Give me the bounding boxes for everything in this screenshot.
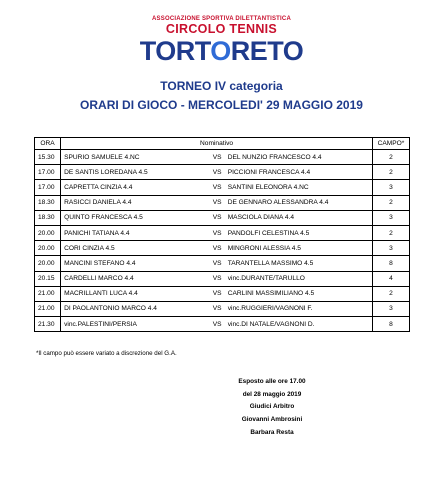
player-b: MINGRONI ALESSIA 4.5 [225, 241, 373, 256]
table-row [35, 180, 410, 195]
court-number: 8 [373, 256, 410, 271]
association-name: ASSOCIAZIONE SPORTIVA DILETTANTISTICA [152, 16, 291, 22]
court-number: 3 [373, 241, 410, 256]
logo-text-right: RETO [230, 36, 304, 66]
player-a: DE SANTIS LOREDANA 4.5 [61, 165, 210, 180]
table-row [35, 165, 410, 180]
table-row [35, 225, 410, 240]
table-row [35, 195, 410, 210]
versus-label: VS [209, 165, 224, 180]
court-number: 2 [373, 225, 410, 240]
table-row [35, 150, 410, 165]
club-name: CIRCOLO TENNIS [165, 22, 278, 36]
header-ora: ORA [35, 138, 61, 150]
player-b: vinc.DURANTE/TARULLO [225, 271, 373, 286]
versus-label: VS [209, 150, 224, 165]
header-campo: CAMPO* [373, 138, 410, 150]
table-row [35, 286, 410, 301]
posted-time: Esposto alle ore 17.00 [238, 378, 306, 385]
table-row [35, 256, 410, 271]
player-b: vinc.DI NATALE/VAGNONI D. [225, 317, 373, 332]
versus-label: VS [209, 317, 224, 332]
table-header-row [35, 138, 410, 150]
match-time: 20.00 [35, 256, 61, 271]
player-a: MANCINI STEFANO 4.4 [61, 256, 210, 271]
versus-label: VS [209, 271, 224, 286]
court-number: 2 [373, 195, 410, 210]
player-a: RASICCI DANIELA 4.4 [61, 195, 210, 210]
court-number: 4 [373, 271, 410, 286]
player-b: SANTINI ELEONORA 4.NC [225, 180, 373, 195]
player-b: DE GENNARO ALESSANDRA 4.4 [225, 195, 373, 210]
player-a: CAPRETTA CINZIA 4.4 [61, 180, 210, 195]
player-a: CARDELLI MARCO 4.4 [61, 271, 210, 286]
table-row [35, 301, 410, 316]
tennis-ball-icon: O [210, 36, 231, 66]
match-time: 17.00 [35, 165, 61, 180]
match-time: 17.00 [35, 180, 61, 195]
schedule-title: ORARI DI GIOCO - MERCOLEDI' 29 MAGGIO 2019 [80, 98, 363, 112]
table-row [35, 210, 410, 225]
player-a: SPURIO SAMUELE 4.NC [61, 150, 210, 165]
player-a: DI PAOLANTONIO MARCO 4.4 [61, 301, 210, 316]
tortoreto-logo [0, 36, 443, 66]
versus-label: VS [209, 301, 224, 316]
player-b: PICCIONI FRANCESCA 4.4 [225, 165, 373, 180]
header-nominativo: Nominativo [61, 138, 373, 150]
player-a: PANICHI TATIANA 4.4 [61, 225, 210, 240]
court-number: 8 [373, 317, 410, 332]
table-row [35, 241, 410, 256]
versus-label: VS [209, 225, 224, 240]
referee-name-1: Giovanni Ambrosini [241, 416, 303, 424]
referee-title: Giudici Arbitro [249, 403, 295, 411]
court-number: 3 [373, 180, 410, 195]
match-time: 21.00 [35, 286, 61, 301]
player-b: PANDOLFI CELESTINA 4.5 [225, 225, 373, 240]
court-number: 3 [373, 210, 410, 225]
match-time: 20.00 [35, 241, 61, 256]
match-time: 15.30 [35, 150, 61, 165]
table-row [35, 317, 410, 332]
versus-label: VS [209, 210, 224, 225]
versus-label: VS [209, 195, 224, 210]
match-time: 21.30 [35, 317, 61, 332]
match-time: 20.15 [35, 271, 61, 286]
player-b: TARANTELLA MASSIMO 4.5 [225, 256, 373, 271]
versus-label: VS [209, 286, 224, 301]
player-a: CORI CINZIA 4.5 [61, 241, 210, 256]
player-a: QUINTO FRANCESCA 4.5 [61, 210, 210, 225]
schedule-table [34, 137, 410, 332]
match-time: 21.00 [35, 301, 61, 316]
player-b: MASCIOLA DIANA 4.4 [225, 210, 373, 225]
court-number: 2 [373, 150, 410, 165]
footer-notice [230, 376, 314, 440]
logo-text-left: TORT [139, 36, 211, 66]
tournament-title: TORNEO IV categoria [160, 79, 283, 93]
player-a: MACRILLANTI LUCA 4.4 [61, 286, 210, 301]
player-b: vinc.RUGGIERI/VAGNONI F. [225, 301, 373, 316]
match-time: 18.30 [35, 210, 61, 225]
player-b: DEL NUNZIO FRANCESCO 4.4 [225, 150, 373, 165]
posted-date: del 28 maggio 2019 [242, 390, 302, 398]
court-note: *Il campo può essere variato a discrezione del G.A. [36, 350, 177, 357]
versus-label: VS [209, 256, 224, 271]
court-number: 3 [373, 301, 410, 316]
player-a: vinc.PALESTINI/PERSIA [61, 317, 210, 332]
court-number: 2 [373, 286, 410, 301]
table-row [35, 271, 410, 286]
court-number: 2 [373, 165, 410, 180]
referee-name-2: Barbara Resta [250, 428, 294, 436]
match-time: 20.00 [35, 225, 61, 240]
versus-label: VS [209, 180, 224, 195]
match-time: 18.30 [35, 195, 61, 210]
player-b: CARLINI MASSIMILIANO 4.5 [225, 286, 373, 301]
versus-label: VS [209, 241, 224, 256]
